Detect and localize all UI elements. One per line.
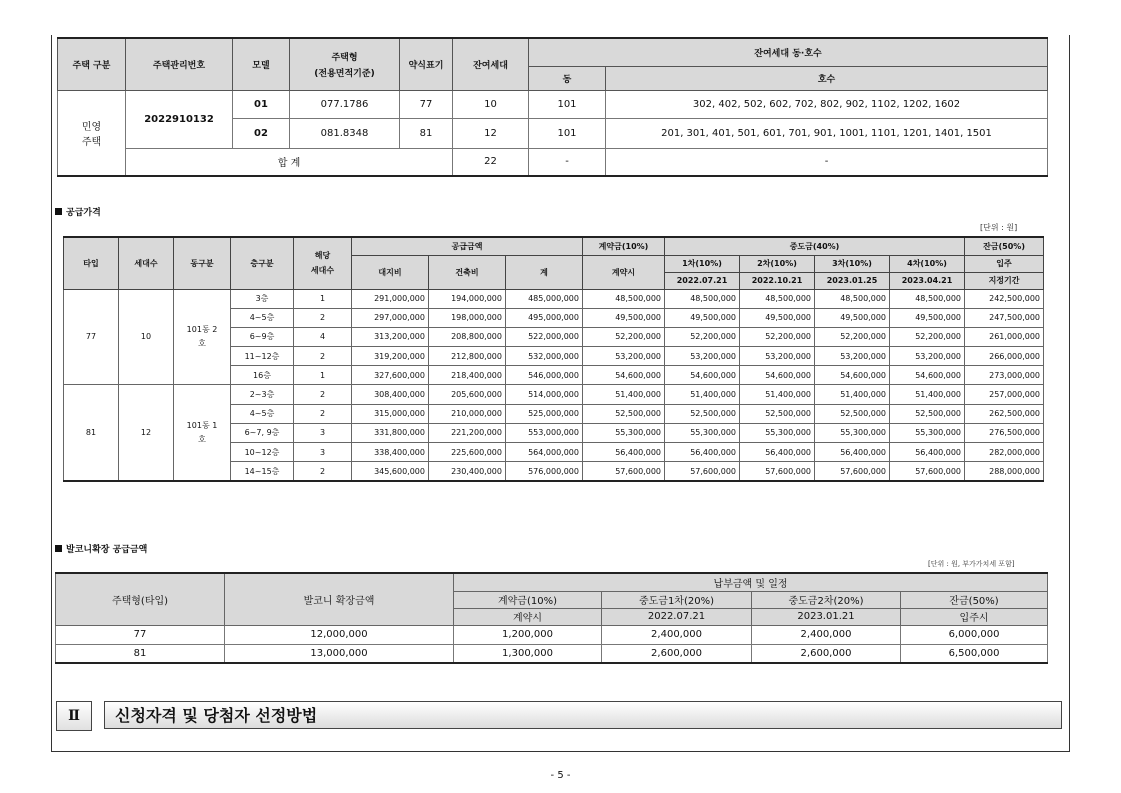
col-deposit-sub: 계약시 (583, 255, 665, 289)
ho-cell: 302, 402, 502, 602, 702, 802, 902, 1102, 1202, 1602 (606, 90, 1048, 118)
col-type: 타입 (64, 237, 119, 289)
col-households: 세대수 (119, 237, 174, 289)
i3-cell: 53,200,000 (815, 347, 890, 366)
col-housing-size-label: 주택형 (331, 52, 358, 63)
dong-cell: 101 (529, 90, 606, 118)
i2-cell: 51,400,000 (740, 385, 815, 404)
balcony-table (55, 572, 1048, 664)
col-mgmt-no: 주택관리번호 (126, 38, 233, 90)
section-heading (56, 701, 1064, 731)
building-cell: 221,200,000 (429, 423, 506, 442)
sum-cell: 525,000,000 (506, 404, 583, 423)
land-cell: 313,200,000 (352, 327, 429, 346)
type-cell: 77 (64, 289, 119, 385)
i1-cell: 52,200,000 (665, 327, 740, 346)
floor-cell: 14~15층 (231, 462, 294, 481)
table-row (64, 385, 1044, 404)
col-i1-date: 2022.07.21 (665, 272, 740, 289)
floor-cell: 16층 (231, 366, 294, 385)
remaining-cell: 10 (453, 90, 529, 118)
land-cell: 327,600,000 (352, 366, 429, 385)
col-building: 건축비 (429, 255, 506, 289)
col-schedule: 납부금액 및 일정 (454, 573, 1048, 591)
building-cell: 212,800,000 (429, 347, 506, 366)
building-cell: 194,000,000 (429, 289, 506, 308)
col-i3-date: 2023.01.25 (815, 272, 890, 289)
applicable-cell: 2 (294, 308, 352, 327)
mgmt-number: 2022910132 (126, 90, 233, 148)
i1-cell: 49,500,000 (665, 308, 740, 327)
balcony-i2: 2,600,000 (752, 644, 901, 663)
i1-cell: 48,500,000 (665, 289, 740, 308)
applicable-cell: 2 (294, 385, 352, 404)
i4-cell: 54,600,000 (890, 366, 965, 385)
balcony-amount: 12,000,000 (225, 625, 454, 644)
col-housing-size (290, 38, 400, 90)
i2-cell: 53,200,000 (740, 347, 815, 366)
households-cell: 12 (119, 385, 174, 481)
supply-price-heading (55, 205, 101, 218)
deposit-cell: 51,400,000 (583, 385, 665, 404)
supply-price-unit: [단위 : 원] (980, 223, 1018, 232)
size-cell: 077.1786 (290, 90, 400, 118)
balance-cell: 276,500,000 (965, 423, 1044, 442)
i1-cell: 57,600,000 (665, 462, 740, 481)
col-remaining-units: 잔여세대 동·호수 (529, 38, 1048, 66)
building-cell: 208,800,000 (429, 327, 506, 346)
floor-cell: 2~3층 (231, 385, 294, 404)
building-cell: 230,400,000 (429, 462, 506, 481)
col-balance: 잔금(50%) (901, 591, 1048, 608)
remaining-cell: 12 (453, 118, 529, 148)
i2-cell: 48,500,000 (740, 289, 815, 308)
dong-cell: 101 (529, 118, 606, 148)
land-cell: 331,800,000 (352, 423, 429, 442)
i1-cell: 55,300,000 (665, 423, 740, 442)
sum-cell: 553,000,000 (506, 423, 583, 442)
floor-cell: 10~12층 (231, 443, 294, 462)
i4-cell: 48,500,000 (890, 289, 965, 308)
i1-cell: 54,600,000 (665, 366, 740, 385)
building-cell: 218,400,000 (429, 366, 506, 385)
land-cell: 319,200,000 (352, 347, 429, 366)
section-number: Ⅱ (56, 701, 92, 731)
model-cell: 01 (233, 90, 290, 118)
total-label: 합 계 (126, 148, 453, 176)
balance-cell: 247,500,000 (965, 308, 1044, 327)
col-short-label: 약식표기 (400, 38, 453, 90)
page-number: - 5 - (550, 770, 571, 781)
total-remaining: 22 (453, 148, 529, 176)
sum-cell: 564,000,000 (506, 443, 583, 462)
balcony-i2: 2,400,000 (752, 625, 901, 644)
balcony-i1: 2,600,000 (602, 644, 752, 663)
balcony-balance: 6,500,000 (901, 644, 1048, 663)
dong-group-cell: 101동 2호 (174, 289, 231, 385)
col-deposit-sub: 계약시 (454, 608, 602, 625)
balance-cell: 261,000,000 (965, 327, 1044, 346)
col-dong: 동 (529, 66, 606, 90)
i2-cell: 55,300,000 (740, 423, 815, 442)
i4-cell: 49,500,000 (890, 308, 965, 327)
land-cell: 308,400,000 (352, 385, 429, 404)
housing-category: 민영 주택 (58, 90, 126, 176)
sum-cell: 546,000,000 (506, 366, 583, 385)
balance-cell: 288,000,000 (965, 462, 1044, 481)
i2-cell: 52,500,000 (740, 404, 815, 423)
sum-cell: 576,000,000 (506, 462, 583, 481)
i4-cell: 55,300,000 (890, 423, 965, 442)
applicable-cell: 2 (294, 347, 352, 366)
square-bullet-icon (55, 545, 62, 552)
land-cell: 297,000,000 (352, 308, 429, 327)
col-amount: 발코니 확장금액 (225, 573, 454, 625)
balcony-deposit: 1,200,000 (454, 625, 602, 644)
deposit-cell: 55,300,000 (583, 423, 665, 442)
col-balance-sub2: 지정기간 (965, 272, 1044, 289)
sum-cell: 514,000,000 (506, 385, 583, 404)
i3-cell: 52,200,000 (815, 327, 890, 346)
sum-cell: 522,000,000 (506, 327, 583, 346)
applicable-cell: 1 (294, 289, 352, 308)
sum-cell: 532,000,000 (506, 347, 583, 366)
deposit-cell: 49,500,000 (583, 308, 665, 327)
balcony-heading (55, 542, 147, 555)
i1-cell: 52,500,000 (665, 404, 740, 423)
col-i1: 1차(10%) (665, 255, 740, 272)
i2-cell: 56,400,000 (740, 443, 815, 462)
total-dong: - (529, 148, 606, 176)
short-cell: 77 (400, 90, 453, 118)
section-title: 신청자격 및 당첨자 선정방법 (104, 701, 1062, 729)
i2-cell: 52,200,000 (740, 327, 815, 346)
i3-cell: 52,500,000 (815, 404, 890, 423)
col-balance-sub: 입주시 (901, 608, 1048, 625)
balcony-deposit: 1,300,000 (454, 644, 602, 663)
sum-cell: 495,000,000 (506, 308, 583, 327)
sum-cell: 485,000,000 (506, 289, 583, 308)
deposit-cell: 52,200,000 (583, 327, 665, 346)
land-cell: 338,400,000 (352, 443, 429, 462)
floor-cell: 4~5층 (231, 308, 294, 327)
balcony-i1: 2,400,000 (602, 625, 752, 644)
col-dong-group: 동구분 (174, 237, 231, 289)
type-cell: 81 (64, 385, 119, 481)
applicable-cell: 3 (294, 423, 352, 442)
square-bullet-icon (55, 208, 62, 215)
i3-cell: 54,600,000 (815, 366, 890, 385)
col-model: 모델 (233, 38, 290, 90)
applicable-cell: 2 (294, 462, 352, 481)
i4-cell: 53,200,000 (890, 347, 965, 366)
col-i3: 3차(10%) (815, 255, 890, 272)
land-cell: 345,600,000 (352, 462, 429, 481)
balcony-balance: 6,000,000 (901, 625, 1048, 644)
floor-cell: 6~9층 (231, 327, 294, 346)
building-cell: 225,600,000 (429, 443, 506, 462)
col-deposit: 계약금(10%) (583, 237, 665, 255)
size-cell: 081.8348 (290, 118, 400, 148)
col-applicable: 해당 세대수 (294, 237, 352, 289)
col-floor-group: 층구분 (231, 237, 294, 289)
deposit-cell: 56,400,000 (583, 443, 665, 462)
i4-cell: 52,500,000 (890, 404, 965, 423)
col-type: 주택형(타입) (56, 573, 225, 625)
col-housing-size-sub: (전용면적기준) (314, 68, 375, 79)
ho-cell: 201, 301, 401, 501, 601, 701, 901, 1001, 1101, 1201, 1401, 1501 (606, 118, 1048, 148)
col-i2: 중도금2차(20%) (752, 591, 901, 608)
building-cell: 198,000,000 (429, 308, 506, 327)
total-ho: - (606, 148, 1048, 176)
applicable-cell: 3 (294, 443, 352, 462)
i1-cell: 51,400,000 (665, 385, 740, 404)
model-cell: 02 (233, 118, 290, 148)
i4-cell: 56,400,000 (890, 443, 965, 462)
table-row (64, 289, 1044, 308)
col-i2-date: 2022.10.21 (740, 272, 815, 289)
land-cell: 291,000,000 (352, 289, 429, 308)
building-cell: 205,600,000 (429, 385, 506, 404)
land-cell: 315,000,000 (352, 404, 429, 423)
remaining-units-table (57, 37, 1048, 177)
balance-cell: 257,000,000 (965, 385, 1044, 404)
col-i1-date: 2022.07.21 (602, 608, 752, 625)
balcony-unit: [단위 : 원, 부가가치세 포함] (928, 560, 1015, 568)
col-i1: 중도금1차(20%) (602, 591, 752, 608)
i2-cell: 57,600,000 (740, 462, 815, 481)
col-supply-amount: 공급금액 (352, 237, 583, 255)
building-cell: 210,000,000 (429, 404, 506, 423)
households-cell: 10 (119, 289, 174, 385)
balance-cell: 266,000,000 (965, 347, 1044, 366)
supply-price-title: 공급가격 (66, 208, 101, 218)
col-i2: 2차(10%) (740, 255, 815, 272)
i2-cell: 54,600,000 (740, 366, 815, 385)
i4-cell: 51,400,000 (890, 385, 965, 404)
balcony-amount: 13,000,000 (225, 644, 454, 663)
deposit-cell: 54,600,000 (583, 366, 665, 385)
balance-cell: 282,000,000 (965, 443, 1044, 462)
col-i4-date: 2023.04.21 (890, 272, 965, 289)
i3-cell: 48,500,000 (815, 289, 890, 308)
i4-cell: 57,600,000 (890, 462, 965, 481)
col-i4: 4차(10%) (890, 255, 965, 272)
balcony-type: 77 (56, 625, 225, 644)
applicable-cell: 4 (294, 327, 352, 346)
deposit-cell: 52,500,000 (583, 404, 665, 423)
floor-cell: 11~12층 (231, 347, 294, 366)
balance-cell: 262,500,000 (965, 404, 1044, 423)
i4-cell: 52,200,000 (890, 327, 965, 346)
deposit-cell: 53,200,000 (583, 347, 665, 366)
i3-cell: 57,600,000 (815, 462, 890, 481)
deposit-cell: 48,500,000 (583, 289, 665, 308)
col-land: 대지비 (352, 255, 429, 289)
short-cell: 81 (400, 118, 453, 148)
applicable-cell: 1 (294, 366, 352, 385)
i3-cell: 56,400,000 (815, 443, 890, 462)
applicable-cell: 2 (294, 404, 352, 423)
supply-price-table (63, 236, 1044, 482)
col-interim: 중도금(40%) (665, 237, 965, 255)
col-remaining: 잔여세대 (453, 38, 529, 90)
col-deposit: 계약금(10%) (454, 591, 602, 608)
i1-cell: 53,200,000 (665, 347, 740, 366)
balance-cell: 242,500,000 (965, 289, 1044, 308)
i1-cell: 56,400,000 (665, 443, 740, 462)
dong-group-cell: 101동 1호 (174, 385, 231, 481)
i3-cell: 49,500,000 (815, 308, 890, 327)
balcony-type: 81 (56, 644, 225, 663)
col-housing-type: 주택 구분 (58, 38, 126, 90)
i3-cell: 51,400,000 (815, 385, 890, 404)
col-balance: 잔금(50%) (965, 237, 1044, 255)
floor-cell: 4~5층 (231, 404, 294, 423)
col-ho: 호수 (606, 66, 1048, 90)
balcony-title: 발코니확장 공급금액 (66, 545, 148, 555)
i2-cell: 49,500,000 (740, 308, 815, 327)
floor-cell: 6~7, 9층 (231, 423, 294, 442)
deposit-cell: 57,600,000 (583, 462, 665, 481)
i3-cell: 55,300,000 (815, 423, 890, 442)
balance-cell: 273,000,000 (965, 366, 1044, 385)
col-i2-date: 2023.01.21 (752, 608, 901, 625)
floor-cell: 3층 (231, 289, 294, 308)
col-balance-sub1: 입주 (965, 255, 1044, 272)
col-sum: 계 (506, 255, 583, 289)
